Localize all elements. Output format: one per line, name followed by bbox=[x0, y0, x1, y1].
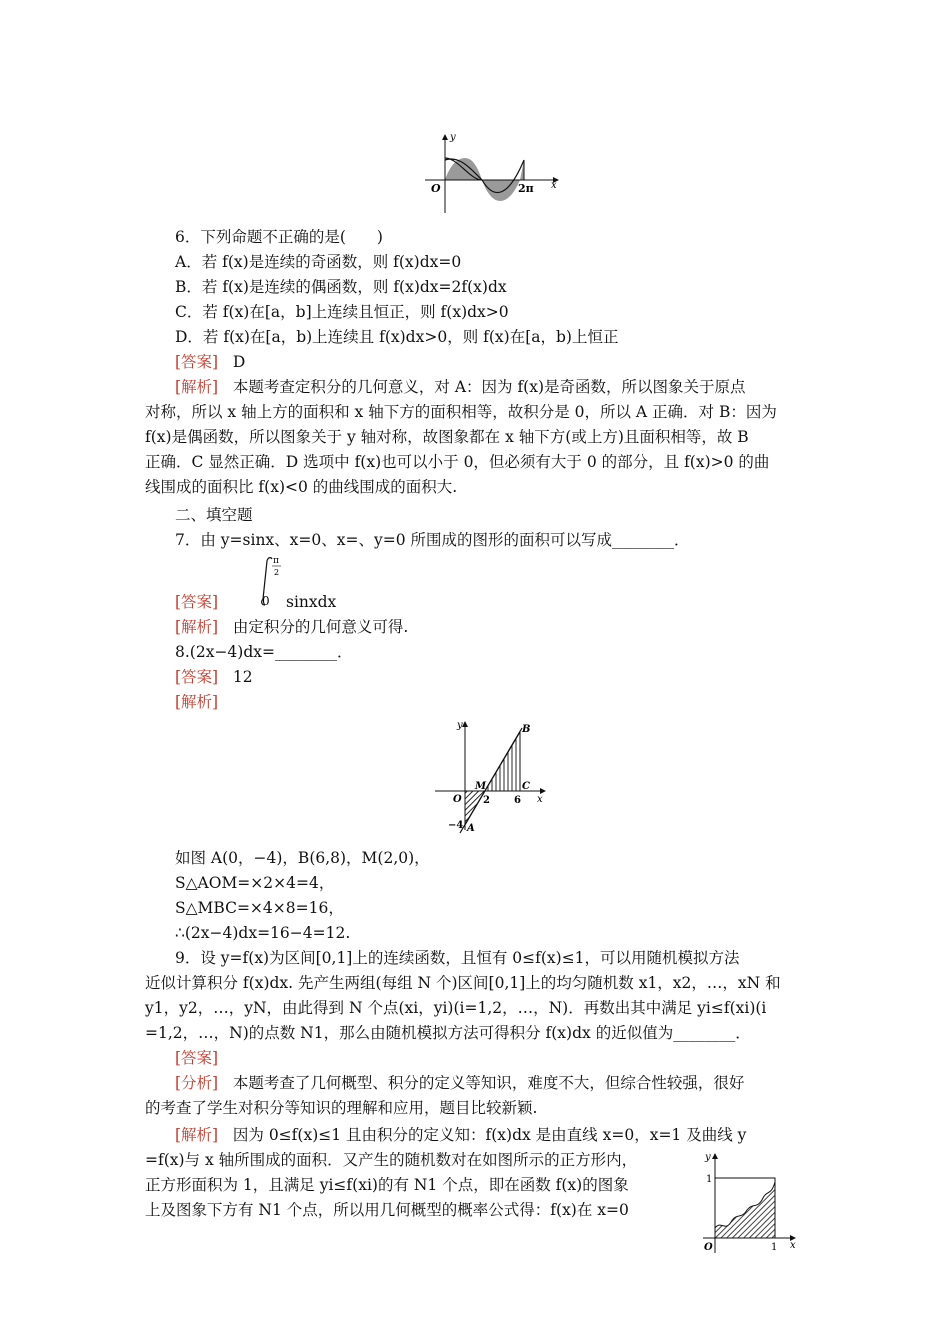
answer-tag: [答案] bbox=[175, 668, 219, 686]
q6-analysis-text-1: 本题考查定积分的几何意义，对 A：因为 f(x)是奇函数，所以图象关于原点 bbox=[232, 378, 746, 396]
sine-area-figure bbox=[420, 130, 565, 215]
q6-option-a: A．若 f(x)是连续的奇函数，则 f(x)dx=0 bbox=[175, 253, 462, 271]
q9-line-2: 近似计算积分 f(x)dx. 先产生两组(每组 N 个)区间[0,1]上的均匀随机数 x1，x2，…，xN 和 bbox=[145, 974, 781, 992]
q6-analysis-1 bbox=[175, 376, 746, 398]
q8-line-1: 如图 A(0，−4)，B(6,8)，M(2,0)， bbox=[175, 849, 430, 867]
fig2-m: M bbox=[475, 781, 487, 792]
q8-stem: 8.(2x−4)dx=________． bbox=[175, 643, 353, 661]
fig2-b: B bbox=[522, 724, 531, 735]
q8-analysis-tag bbox=[175, 691, 218, 713]
q6-answer bbox=[175, 351, 245, 373]
triangle-area-figure bbox=[430, 718, 555, 836]
q9-fenxi-2: 的考查了学生对积分等知识的理解和应用，题目比较新颖. bbox=[145, 1099, 538, 1117]
q9-line-4: =1,2，…，N)的点数 N1，那么由随机模拟方法可得积分 f(x)dx 的近似值为________． bbox=[145, 1024, 751, 1042]
integral-sign bbox=[255, 553, 285, 611]
fenxi-tag: [分析] bbox=[175, 1074, 219, 1092]
q6-stem: 6．下列命题不正确的是( ) bbox=[175, 228, 383, 246]
fig3-one-x: 1 bbox=[771, 1242, 778, 1253]
q8-answer bbox=[175, 666, 253, 688]
q6-analysis-2: 对称，所以 x 轴上方的面积和 x 轴下方的面积相等，故积分是 0，所以 A 正确．对 B：因为 bbox=[145, 403, 777, 421]
q7-answer-tag bbox=[175, 591, 218, 613]
lower-limit: 0 bbox=[262, 594, 270, 608]
q6-option-c: C．若 f(x)在[a，b]上连续且恒正，则 f(x)dx>0 bbox=[175, 303, 509, 321]
q9-line-3: y1，y2，…，yN，由此得到 N 个点(xi，yi)(i=1,2，…，N)．再数出其中满足 yi≤f(xi)(i bbox=[145, 999, 767, 1017]
analysis-tag: [解析] bbox=[175, 693, 219, 711]
q6-analysis-3: f(x)是偶函数，所以图象关于 y 轴对称，故图象都在 x 轴下方(或上方)且面积相等，故 B bbox=[145, 428, 749, 446]
fig3-y: y bbox=[705, 1152, 711, 1163]
analysis-tag: [解析] bbox=[175, 1126, 219, 1144]
fig1-y-label: y bbox=[450, 132, 456, 143]
fig1-x-label: x bbox=[551, 180, 557, 191]
q9-analysis-text-1: 因为 0≤f(x)≤1 且由积分的定义知：f(x)dx 是由直线 x=0，x=1 及曲线 y bbox=[232, 1126, 747, 1144]
fig3-x: x bbox=[790, 1240, 796, 1251]
q6-analysis-5: 线围成的面积比 f(x)<0 的曲线围成的面积大. bbox=[145, 478, 458, 496]
q7-stem: 7．由 y=sinx、x=0、x=、y=0 所围成的图形的面积可以写成________． bbox=[175, 531, 690, 549]
q6-option-b: B．若 f(x)是连续的偶函数，则 f(x)dx=2f(x)dx bbox=[175, 278, 507, 296]
fig1-origin: O bbox=[431, 182, 441, 195]
answer-tag: [答案] bbox=[175, 593, 219, 611]
fig2-six: 6 bbox=[514, 795, 521, 806]
q9-analysis-4: 上及图象下方有 N1 个点，所以用几何概型的概率公式得：f(x)在 x=0 bbox=[145, 1201, 629, 1219]
upper-limit-pi: π bbox=[273, 556, 279, 566]
q8-line-4: ∴(2x−4)dx=16−4=12. bbox=[175, 924, 351, 942]
fig2-x: x bbox=[537, 794, 543, 805]
fig2-y: y bbox=[457, 720, 463, 731]
fig2-two: 2 bbox=[483, 795, 490, 806]
q7-analysis bbox=[175, 616, 408, 638]
section-title: 二、填空题 bbox=[175, 506, 253, 524]
q8-line-3: S△MBC=×4×8=16， bbox=[175, 899, 344, 917]
q9-analysis-1 bbox=[175, 1124, 746, 1146]
analysis-tag: [解析] bbox=[175, 378, 219, 396]
fig2-c: C bbox=[522, 781, 530, 792]
q9-analysis-2: =f(x)与 x 轴所围成的面积．又产生的随机数对在如图所示的正方形内， bbox=[145, 1151, 638, 1169]
q9-answer-tag bbox=[175, 1047, 218, 1069]
fig1-two-pi: 2π bbox=[518, 182, 534, 195]
q9-line-1: 9．设 y=f(x)为区间[0,1]上的连续函数，且恒有 0≤f(x)≤1，可以用随机模拟方法 bbox=[175, 949, 740, 967]
fig2-a: A bbox=[467, 823, 475, 834]
q6-answer-value: D bbox=[232, 353, 246, 371]
q9-fenxi-text-1: 本题考查了几何概型、积分的定义等知识，难度不大，但综合性较强，很好 bbox=[232, 1074, 745, 1092]
fig3-one-y: 1 bbox=[706, 1174, 713, 1185]
q8-answer-value: 12 bbox=[232, 668, 253, 686]
q6-option-d: D．若 f(x)在[a，b)上连续且 f(x)dx>0，则 f(x)在[a，b)上恒正 bbox=[175, 328, 619, 346]
analysis-tag: [解析] bbox=[175, 618, 219, 636]
answer-tag: [答案] bbox=[175, 353, 219, 371]
fig2-o: O bbox=[453, 794, 462, 805]
q6-analysis-4: 正确．C 显然正确．D 选项中 f(x)也可以小于 0，但必须有大于 0 的部分，且 f(x)>0 的曲 bbox=[145, 453, 770, 471]
q9-fenxi-1 bbox=[175, 1072, 744, 1094]
fig3-o: O bbox=[704, 1242, 713, 1253]
area-under-curve bbox=[715, 1182, 775, 1238]
answer-tag: [答案] bbox=[175, 1049, 219, 1067]
fig2-neg4: −4 bbox=[448, 820, 464, 831]
q7-analysis-text: 由定积分的几何意义可得. bbox=[232, 618, 409, 636]
upper-limit-den: 2 bbox=[274, 568, 280, 577]
q8-line-2: S△AOM=×2×4=4， bbox=[175, 874, 335, 892]
q7-integrand: sinxdx bbox=[286, 593, 337, 611]
unit-square-figure bbox=[695, 1148, 800, 1260]
q9-analysis-3: 正方形面积为 1，且满足 yi≤f(xi)的有 N1 个点，即在函数 f(x)的图象 bbox=[145, 1176, 629, 1194]
